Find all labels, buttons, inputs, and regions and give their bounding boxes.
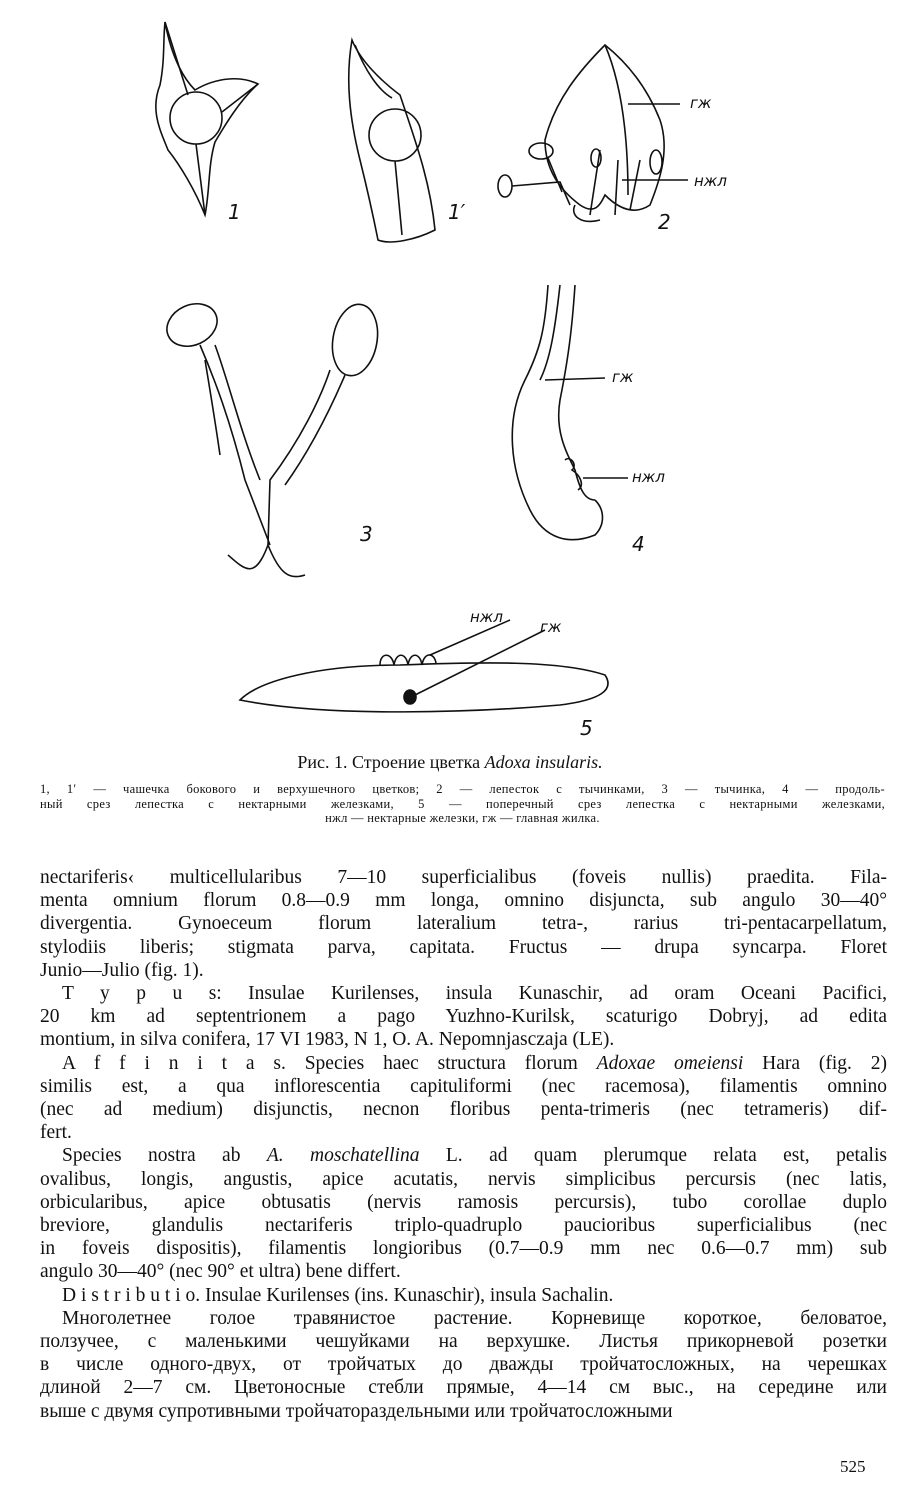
text-segment: orbicularibus, apice obtusatis (nervis ramosis percursis), tubo corollae duplo	[40, 1191, 887, 1213]
text-segment: выше с двумя супротивными тройчатораздельными или тройчатосложными	[40, 1400, 673, 1422]
paragraph	[40, 1307, 887, 1423]
text-line	[40, 1260, 887, 1283]
label-nectar-glands: нжл	[470, 608, 503, 626]
text-segment: ползучее, с маленькими чешуйками на верхушке. Листья прикорневой розетки	[40, 1331, 887, 1353]
text-segment: nectariferis‹ multicellularibus 7—10 superficialibus (foveis nullis) praedita. Fila-	[40, 867, 887, 888]
text-segment: similis est, a qua inflorescentia capituliformi (nec racemosa), filamentis omnino	[40, 1075, 887, 1097]
text-segment: 20 km ad septentrionem a pago Yuzhno-Kurilsk, scaturigo Dobryj, ad edita	[40, 1006, 887, 1028]
text-segment: stylodiis liberis; stigmata parva, capitata. Fructus — drupa syncarpa. Floret	[40, 936, 887, 958]
text-segment: angulo 30—40° (nec 90° et ultra) bene differt.	[40, 1261, 401, 1283]
paragraph	[40, 982, 887, 1052]
figure-number-4: 4	[632, 532, 645, 556]
paragraph	[40, 866, 887, 982]
text-segment: в числе одного-двух, от тройчатых до дважды тройчатосложных, на черешках	[40, 1354, 887, 1376]
text-line	[40, 1121, 887, 1144]
text-line	[40, 889, 887, 912]
text-line	[40, 982, 887, 1005]
text-segment: ovalibus, longis, angustis, apice acutatis, nervis simplicibus percursis (nec latis,	[40, 1168, 887, 1190]
text-line	[40, 1330, 887, 1353]
text-line	[40, 1075, 887, 1098]
caption-line: 1, 1′ — чашечка бокового и верхушечного цветков; 2 — лепесток с тычинками, 3 — тычинка, 4 — продоль-	[40, 782, 885, 796]
text-line	[40, 912, 887, 935]
label-main-vein: гж	[612, 368, 634, 386]
figure-caption-legend	[40, 782, 885, 826]
caption-prefix: Рис. 1. Строение цветка	[297, 752, 485, 772]
text-segment: D i s t r i b u t i o. Insulae Kurilenses (ins. Kunaschir), insula Sachalin.	[62, 1284, 614, 1306]
text-segment: divergentia. Gynoeceum florum lateralium tetra-, rarius tri-pentacarpellatum,	[40, 913, 887, 935]
text-line	[40, 959, 887, 982]
italic-taxon-name: A. moschatellina	[266, 1145, 420, 1167]
paragraph	[40, 1144, 887, 1283]
text-line	[40, 1284, 887, 1307]
drawing-calyx-lateral	[156, 22, 258, 215]
paragraph	[40, 1052, 887, 1145]
caption-species-name: Adoxa insularis.	[484, 752, 603, 772]
text-segment: T y p u s: Insulae Kurilenses, insula Kunaschir, ad oram Oceani Pacifici,	[62, 983, 887, 1005]
label-main-vein: гж	[690, 94, 712, 112]
italic-taxon-name: Adoxae omeiensi	[596, 1052, 744, 1074]
paragraph	[40, 1284, 887, 1307]
text-segment: menta omnium florum 0.8—0.9 mm longa, omnino disjuncta, sub angulo 30—40°	[40, 890, 887, 912]
text-line	[40, 1400, 887, 1423]
text-line	[40, 1353, 887, 1376]
drawing-stamen	[160, 296, 383, 577]
caption-line: ный срез лепестка с нектарными железками, 5 — поперечный срез лепестка с нектарными железками,	[40, 796, 885, 811]
figure-number-5: 5	[580, 716, 593, 740]
figure-number-3: 3	[360, 522, 373, 546]
text-line	[40, 1307, 887, 1330]
text-line	[40, 1237, 887, 1260]
text-line	[40, 1168, 887, 1191]
text-line	[40, 1191, 887, 1214]
text-line	[40, 1376, 887, 1399]
text-line	[40, 936, 887, 959]
text-segment: montium, in silva conifera, 17 VI 1983, N 1, O. A. Nepomnjasczaja (LE).	[40, 1029, 615, 1051]
text-segment: (nec ad medium) disjunctis, necnon floribus penta-trimeris (nec tetrameris) dif-	[40, 1099, 887, 1121]
text-line	[40, 1144, 887, 1167]
text-segment: Многолетнее голое травянистое растение. Корневище короткое, беловатое,	[62, 1307, 887, 1329]
caption-line: нжл — нектарные железки, гж — главная жилка.	[325, 811, 600, 825]
label-nectar-glands: нжл	[694, 172, 727, 190]
text-line	[40, 1214, 887, 1237]
text-segment: fert.	[40, 1122, 72, 1144]
text-segment: Hara (fig. 2)	[743, 1052, 887, 1074]
text-segment: длиной 2—7 см. Цветоносные стебли прямые, 4—14 см выс., на середине или	[40, 1377, 887, 1399]
text-segment: L. ad quam plerumque relata est, petalis	[419, 1145, 887, 1167]
figure-caption-title	[0, 752, 900, 773]
text-segment: in foveis dispositis), filamentis longioribus (0.7—0.9 mm nec 0.6—0.7 mm) sub	[40, 1238, 887, 1260]
text-line	[40, 1052, 887, 1075]
label-main-vein: гж	[540, 618, 562, 636]
figure-number-2: 2	[658, 210, 671, 234]
figure-number-1-prime: 1′	[448, 200, 466, 224]
text-segment: Junio—Julio (fig. 1).	[40, 959, 204, 981]
drawing-calyx-terminal	[349, 40, 435, 242]
text-segment: breviore, glandulis nectariferis triplo-quadruplo paucioribus superficialibus (nec	[40, 1215, 887, 1237]
figure-number-1: 1	[228, 200, 241, 224]
text-line	[40, 1098, 887, 1121]
text-segment: Species nostra ab	[62, 1145, 267, 1167]
text-line	[40, 1028, 887, 1051]
page-number: 525	[840, 1457, 866, 1476]
figure-adoxa-flower-structure	[0, 0, 900, 740]
drawing-petal-longitudinal-section	[512, 285, 628, 540]
drawing-petal-with-stamens	[498, 45, 688, 221]
text-segment: A f f i n i t a s. Species haec structura florum	[62, 1052, 597, 1074]
body-text	[40, 866, 887, 1423]
text-line	[40, 866, 887, 889]
label-nectar-glands: нжл	[632, 468, 665, 486]
text-line	[40, 1005, 887, 1028]
